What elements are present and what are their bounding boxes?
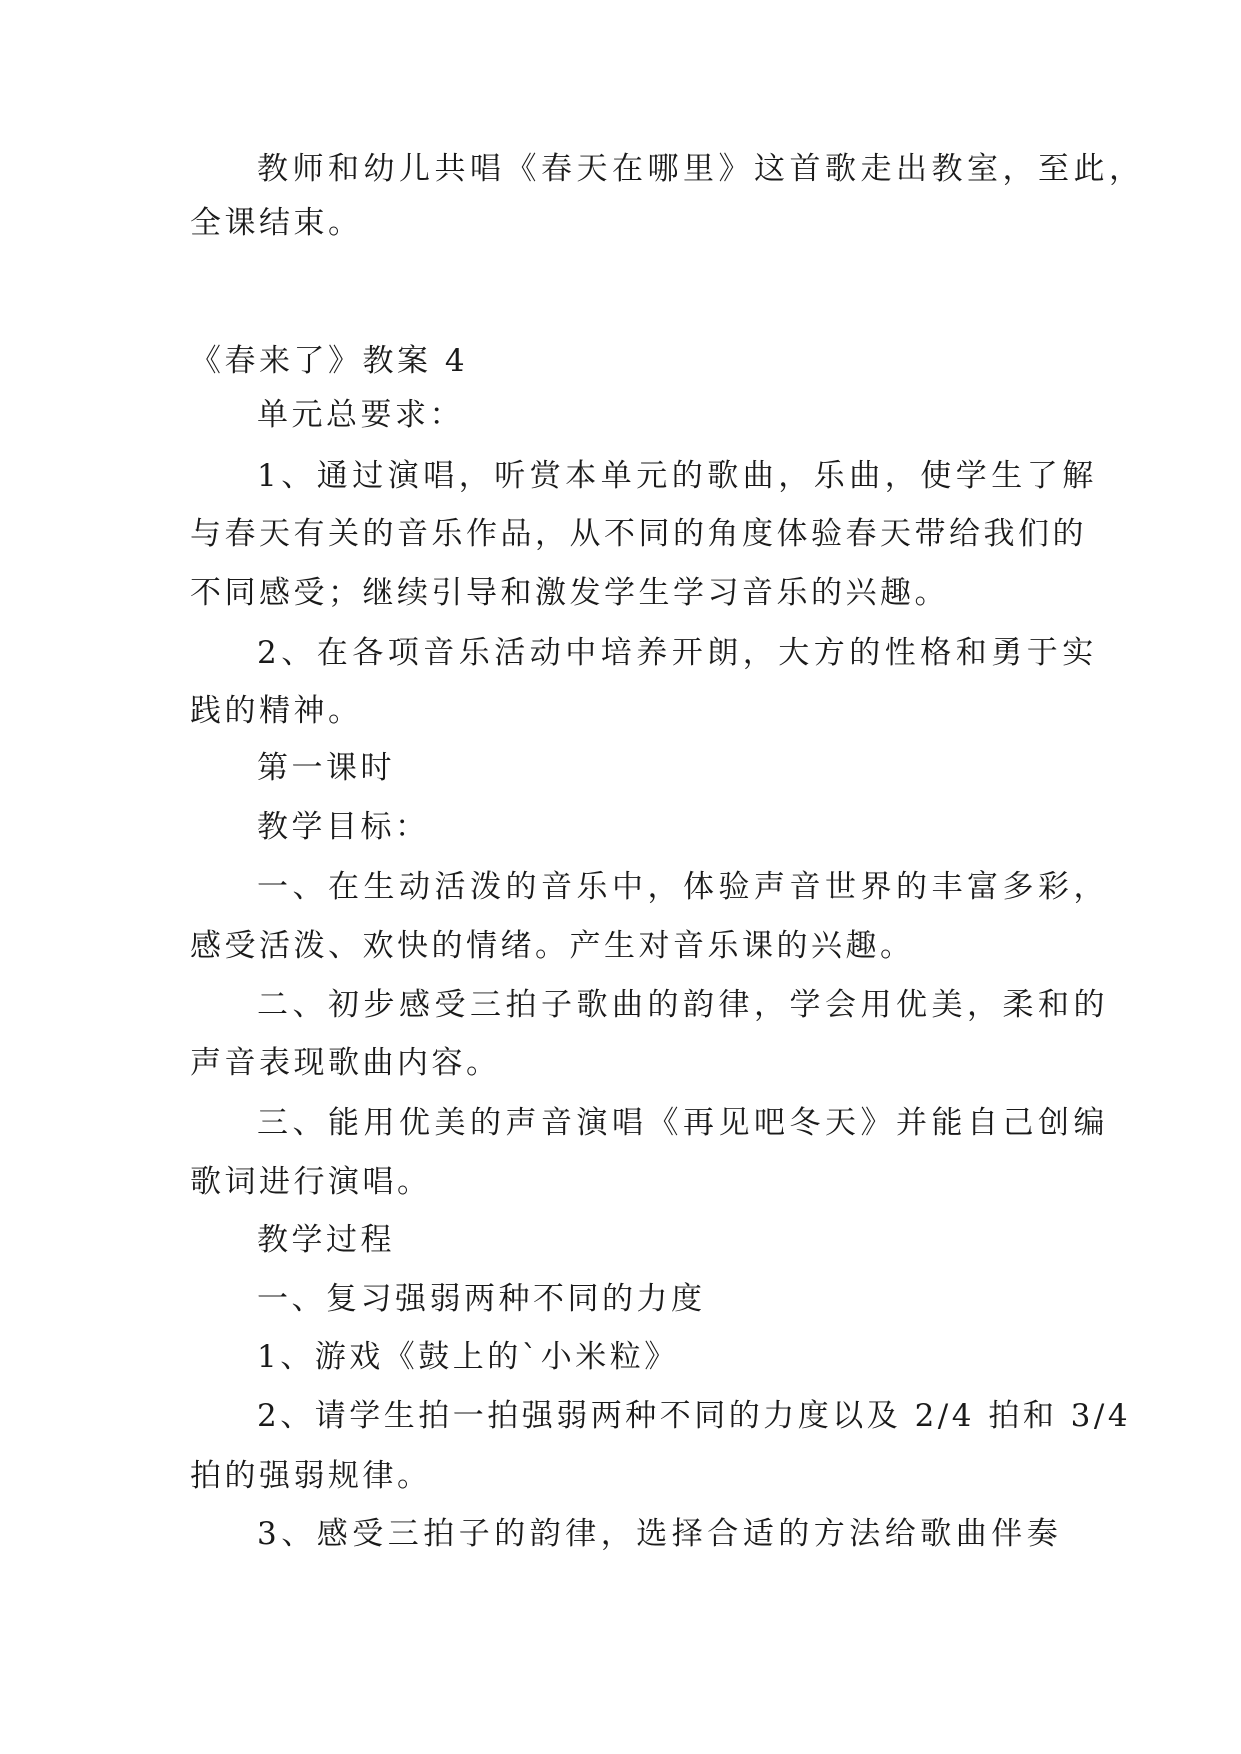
paragraph-line: 践的精神。 bbox=[190, 693, 363, 729]
paragraph-line: 二、初步感受三拍子歌曲的韵律，学会用优美，柔和的 bbox=[257, 987, 1109, 1023]
paragraph-line: 2、在各项音乐活动中培养开朗，大方的性格和勇于实 bbox=[257, 635, 1098, 671]
paragraph-line: 声音表现歌曲内容。 bbox=[190, 1045, 501, 1081]
paragraph-line: 拍的强弱规律。 bbox=[190, 1458, 432, 1494]
paragraph-line: 教学过程 bbox=[257, 1222, 395, 1258]
paragraph-line: 教学目标： bbox=[257, 809, 430, 845]
paragraph-line: 1、游戏《鼓上的`小米粒》 bbox=[257, 1339, 679, 1375]
paragraph-line: 与春天有关的音乐作品，从不同的角度体验春天带给我们的 bbox=[190, 516, 1087, 552]
paragraph-line: 感受活泼、欢快的情绪。产生对音乐课的兴趣。 bbox=[190, 928, 915, 964]
paragraph-line: 教师和幼儿共唱《春天在哪里》这首歌走出教室，至此， bbox=[257, 151, 1145, 187]
paragraph-line: 单元总要求： bbox=[257, 397, 464, 433]
paragraph-line: 不同感受；继续引导和激发学生学习音乐的兴趣。 bbox=[190, 575, 949, 611]
paragraph-line: 3、感受三拍子的韵律，选择合适的方法给歌曲伴奏 bbox=[257, 1516, 1063, 1552]
paragraph-line: 歌词进行演唱。 bbox=[190, 1164, 432, 1200]
paragraph-line: 一、在生动活泼的音乐中，体验声音世界的丰富多彩， bbox=[257, 869, 1109, 905]
paragraph-line: 全课结束。 bbox=[190, 205, 363, 241]
paragraph-line: 1、通过演唱，听赏本单元的歌曲，乐曲，使学生了解 bbox=[257, 458, 1098, 494]
paragraph-line: 第一课时 bbox=[257, 750, 395, 786]
paragraph-line: 一、复习强弱两种不同的力度 bbox=[257, 1281, 706, 1317]
paragraph-line: 2、请学生拍一拍强弱两种不同的力度以及 2/4 拍和 3/4 bbox=[257, 1398, 1132, 1434]
section-heading: 《春来了》教案 4 bbox=[190, 343, 469, 379]
paragraph-line: 三、能用优美的声音演唱《再见吧冬天》并能自己创编 bbox=[257, 1105, 1109, 1141]
